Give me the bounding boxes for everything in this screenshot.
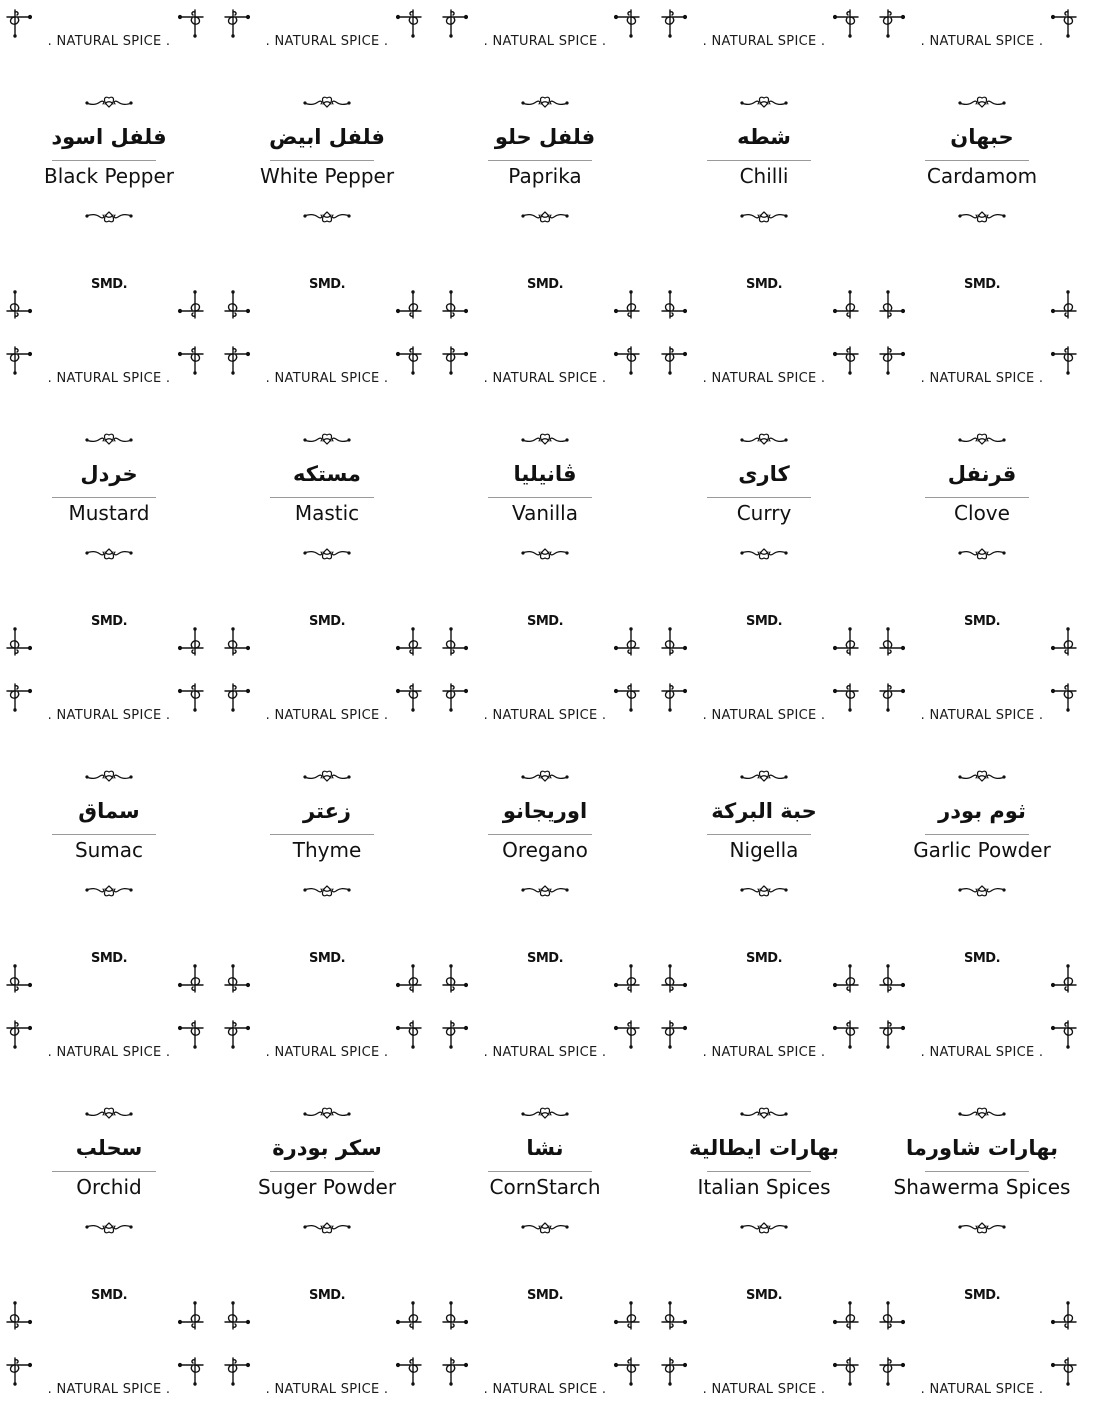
flourish-divider-bottom xyxy=(957,547,1007,563)
spice-label xyxy=(0,1011,218,1348)
flourish-divider-top xyxy=(302,1104,352,1120)
name-divider-line xyxy=(925,497,1029,498)
spice-name-english: Black Pepper xyxy=(43,164,175,188)
spice-label xyxy=(873,0,1091,337)
brand-tagline: . NATURAL SPICE . xyxy=(265,371,389,386)
name-divider-line xyxy=(488,160,592,161)
corner-ornament-bottom-left xyxy=(6,290,32,320)
brand-tagline: . NATURAL SPICE . xyxy=(47,708,171,723)
flourish-divider-bottom xyxy=(302,884,352,900)
spice-label xyxy=(218,337,436,674)
name-divider-line xyxy=(707,160,811,161)
spice-name-arabic: فلفل حلو xyxy=(494,125,596,149)
spice-name-arabic: كارى xyxy=(738,462,790,486)
flourish-divider-bottom xyxy=(739,1221,789,1237)
name-divider-line xyxy=(488,497,592,498)
brand-tagline: . NATURAL SPICE . xyxy=(702,1382,826,1397)
flourish-divider-top xyxy=(84,767,134,783)
flourish-divider-top xyxy=(520,767,570,783)
corner-ornament-bottom-left xyxy=(879,290,905,320)
spice-name-arabic: شطه xyxy=(737,125,791,149)
name-divider-line xyxy=(925,160,1029,161)
spice-label xyxy=(655,674,873,1011)
spice-name-arabic: فلفل ابيض xyxy=(269,125,385,149)
spice-label-partial xyxy=(655,1348,873,1422)
spice-name-arabic: حبهان xyxy=(950,125,1014,149)
corner-ornament-bottom-left xyxy=(661,1301,687,1331)
name-divider-line xyxy=(270,834,374,835)
spice-name-arabic: بهارات شاورما xyxy=(906,1136,1058,1160)
flourish-divider-top xyxy=(302,767,352,783)
flourish-divider-top xyxy=(302,93,352,109)
corner-ornament-bottom-right xyxy=(614,627,640,657)
spice-label xyxy=(873,337,1091,674)
corner-ornament-bottom-left xyxy=(224,964,250,994)
brand-mark: SMD. xyxy=(963,614,1001,629)
corner-ornament-bottom-left xyxy=(6,964,32,994)
corner-ornament-bottom-right xyxy=(833,964,859,994)
spice-name-english: Cardamom xyxy=(926,164,1038,188)
brand-tagline: . NATURAL SPICE . xyxy=(265,1045,389,1060)
brand-tagline: . NATURAL SPICE . xyxy=(702,708,826,723)
brand-mark: SMD. xyxy=(526,614,564,629)
brand-mark: SMD. xyxy=(745,1288,783,1303)
spice-name-arabic: بهارات ايطالية xyxy=(689,1136,839,1160)
flourish-divider-bottom xyxy=(739,547,789,563)
corner-ornament-bottom-left xyxy=(879,964,905,994)
brand-mark: SMD. xyxy=(963,277,1001,292)
spice-name-arabic: نشا xyxy=(526,1136,564,1160)
spice-name-english: Shawerma Spices xyxy=(893,1175,1071,1199)
flourish-divider-bottom xyxy=(520,210,570,226)
brand-mark: SMD. xyxy=(745,277,783,292)
corner-ornament-bottom-left xyxy=(661,290,687,320)
flourish-divider-bottom xyxy=(520,547,570,563)
flourish-divider-top xyxy=(520,93,570,109)
corner-ornament-bottom-right xyxy=(833,627,859,657)
corner-ornament-bottom-right xyxy=(1051,290,1077,320)
flourish-divider-top xyxy=(739,1104,789,1120)
brand-tagline: . NATURAL SPICE . xyxy=(47,1045,171,1060)
spice-name-english: Sumac xyxy=(74,838,144,862)
brand-mark: SMD. xyxy=(963,951,1001,966)
flourish-divider-top xyxy=(739,430,789,446)
flourish-divider-top xyxy=(84,93,134,109)
spice-label-partial xyxy=(218,1348,436,1422)
flourish-divider-bottom xyxy=(739,210,789,226)
spice-label xyxy=(436,674,654,1011)
flourish-divider-bottom xyxy=(520,884,570,900)
spice-label xyxy=(655,0,873,337)
brand-tagline: . NATURAL SPICE . xyxy=(265,34,389,49)
flourish-divider-top xyxy=(957,1104,1007,1120)
corner-ornament-bottom-right xyxy=(396,1301,422,1331)
corner-ornament-bottom-left xyxy=(6,627,32,657)
brand-mark: SMD. xyxy=(90,1288,128,1303)
name-divider-line xyxy=(707,834,811,835)
brand-mark: SMD. xyxy=(90,277,128,292)
flourish-divider-bottom xyxy=(302,1221,352,1237)
brand-tagline: . NATURAL SPICE . xyxy=(483,708,607,723)
spice-name-english: Italian Spices xyxy=(697,1175,831,1199)
spice-name-arabic: حبة البركة xyxy=(711,799,817,823)
brand-mark: SMD. xyxy=(963,1288,1001,1303)
brand-mark: SMD. xyxy=(745,951,783,966)
flourish-divider-bottom xyxy=(84,884,134,900)
brand-tagline: . NATURAL SPICE . xyxy=(483,1045,607,1060)
name-divider-line xyxy=(52,497,156,498)
corner-ornament-bottom-left xyxy=(442,1301,468,1331)
spice-label xyxy=(0,0,218,337)
name-divider-line xyxy=(52,1171,156,1172)
corner-ornament-bottom-left xyxy=(6,1301,32,1331)
spice-label xyxy=(655,1011,873,1348)
brand-tagline: . NATURAL SPICE . xyxy=(920,1045,1044,1060)
brand-tagline: . NATURAL SPICE . xyxy=(265,1382,389,1397)
corner-ornament-bottom-right xyxy=(396,964,422,994)
spice-name-arabic: سكر بودرة xyxy=(272,1136,382,1160)
spice-name-english: Paprika xyxy=(508,164,582,188)
flourish-divider-top xyxy=(739,93,789,109)
name-divider-line xyxy=(270,497,374,498)
brand-mark: SMD. xyxy=(308,1288,346,1303)
spice-label-partial xyxy=(873,1348,1091,1422)
name-divider-line xyxy=(270,1171,374,1172)
flourish-divider-bottom xyxy=(520,1221,570,1237)
brand-tagline: . NATURAL SPICE . xyxy=(920,34,1044,49)
name-divider-line xyxy=(488,834,592,835)
flourish-divider-bottom xyxy=(739,884,789,900)
corner-ornament-bottom-right xyxy=(1051,1301,1077,1331)
brand-mark: SMD. xyxy=(308,951,346,966)
name-divider-line xyxy=(925,1171,1029,1172)
flourish-divider-bottom xyxy=(957,1221,1007,1237)
brand-mark: SMD. xyxy=(526,1288,564,1303)
corner-ornament-bottom-left xyxy=(442,964,468,994)
spice-name-arabic: خردل xyxy=(80,462,138,486)
brand-tagline: . NATURAL SPICE . xyxy=(702,34,826,49)
name-divider-line xyxy=(270,160,374,161)
flourish-divider-top xyxy=(520,430,570,446)
flourish-divider-bottom xyxy=(302,210,352,226)
brand-tagline: . NATURAL SPICE . xyxy=(483,371,607,386)
corner-ornament-bottom-left xyxy=(442,627,468,657)
brand-tagline: . NATURAL SPICE . xyxy=(483,1382,607,1397)
brand-mark: SMD. xyxy=(90,951,128,966)
corner-ornament-bottom-right xyxy=(178,290,204,320)
spice-name-english: Mastic xyxy=(294,501,360,525)
flourish-divider-bottom xyxy=(957,884,1007,900)
spice-name-arabic: ڤانيليا xyxy=(513,462,577,486)
spice-name-english: Chilli xyxy=(739,164,789,188)
spice-label xyxy=(436,0,654,337)
spice-label xyxy=(218,0,436,337)
spice-name-english: Vanilla xyxy=(512,501,578,525)
corner-ornament-bottom-right xyxy=(1051,964,1077,994)
spice-name-arabic: ثوم بودر xyxy=(938,799,1026,823)
spice-label xyxy=(873,1011,1091,1348)
brand-tagline: . NATURAL SPICE . xyxy=(702,1045,826,1060)
spice-name-english: Curry xyxy=(736,501,792,525)
spice-name-english: Garlic Powder xyxy=(913,838,1051,862)
brand-mark: SMD. xyxy=(526,277,564,292)
spice-label xyxy=(218,1011,436,1348)
flourish-divider-top xyxy=(957,93,1007,109)
corner-ornament-bottom-left xyxy=(224,290,250,320)
corner-ornament-bottom-left xyxy=(661,627,687,657)
spice-name-english: Orchid xyxy=(76,1175,142,1199)
spice-label xyxy=(218,674,436,1011)
spice-label xyxy=(873,674,1091,1011)
name-divider-line xyxy=(925,834,1029,835)
brand-tagline: . NATURAL SPICE . xyxy=(920,371,1044,386)
spice-name-english: Suger Powder xyxy=(257,1175,397,1199)
corner-ornament-bottom-right xyxy=(396,290,422,320)
brand-tagline: . NATURAL SPICE . xyxy=(265,708,389,723)
name-divider-line xyxy=(707,497,811,498)
flourish-divider-top xyxy=(84,1104,134,1120)
flourish-divider-bottom xyxy=(84,1221,134,1237)
brand-mark: SMD. xyxy=(745,614,783,629)
brand-mark: SMD. xyxy=(90,614,128,629)
spice-name-english: Clove xyxy=(954,501,1010,525)
name-divider-line xyxy=(52,160,156,161)
corner-ornament-bottom-left xyxy=(879,627,905,657)
spice-name-arabic: سحلب xyxy=(75,1136,143,1160)
corner-ornament-bottom-left xyxy=(661,964,687,994)
spice-name-english: Nigella xyxy=(729,838,799,862)
name-divider-line xyxy=(707,1171,811,1172)
flourish-divider-bottom xyxy=(957,210,1007,226)
corner-ornament-bottom-right xyxy=(396,627,422,657)
corner-ornament-bottom-right xyxy=(178,1301,204,1331)
spice-name-arabic: سماق xyxy=(78,799,140,823)
corner-ornament-bottom-right xyxy=(178,627,204,657)
flourish-divider-bottom xyxy=(84,210,134,226)
corner-ornament-bottom-right xyxy=(833,1301,859,1331)
spice-name-arabic: زعتر xyxy=(302,799,352,823)
corner-ornament-bottom-right xyxy=(614,964,640,994)
spice-label-partial xyxy=(0,1348,218,1422)
flourish-divider-top xyxy=(957,767,1007,783)
flourish-divider-top xyxy=(520,1104,570,1120)
spice-name-english: Thyme xyxy=(292,838,362,862)
spice-name-english: Mustard xyxy=(68,501,150,525)
flourish-divider-top xyxy=(739,767,789,783)
corner-ornament-bottom-left xyxy=(879,1301,905,1331)
corner-ornament-bottom-right xyxy=(178,964,204,994)
corner-ornament-bottom-right xyxy=(614,290,640,320)
flourish-divider-top xyxy=(957,430,1007,446)
name-divider-line xyxy=(488,1171,592,1172)
spice-name-arabic: مستكه xyxy=(293,462,361,486)
spice-label-partial xyxy=(436,1348,654,1422)
spice-name-arabic: فلفل اسود xyxy=(51,125,167,149)
flourish-divider-bottom xyxy=(84,547,134,563)
corner-ornament-bottom-left xyxy=(442,290,468,320)
brand-mark: SMD. xyxy=(308,277,346,292)
brand-mark: SMD. xyxy=(526,951,564,966)
brand-tagline: . NATURAL SPICE . xyxy=(702,371,826,386)
corner-ornament-bottom-right xyxy=(833,290,859,320)
spice-label xyxy=(436,337,654,674)
spice-name-arabic: اوريجانو xyxy=(502,799,588,823)
flourish-divider-bottom xyxy=(302,547,352,563)
spice-label xyxy=(0,337,218,674)
brand-mark: SMD. xyxy=(308,614,346,629)
brand-tagline: . NATURAL SPICE . xyxy=(920,708,1044,723)
corner-ornament-bottom-right xyxy=(614,1301,640,1331)
flourish-divider-top xyxy=(302,430,352,446)
brand-tagline: . NATURAL SPICE . xyxy=(47,371,171,386)
spice-name-arabic: قرنفل xyxy=(947,462,1017,486)
flourish-divider-top xyxy=(84,430,134,446)
brand-tagline: . NATURAL SPICE . xyxy=(47,1382,171,1397)
corner-ornament-bottom-left xyxy=(224,627,250,657)
spice-name-english: Oregano xyxy=(502,838,588,862)
brand-tagline: . NATURAL SPICE . xyxy=(483,34,607,49)
brand-tagline: . NATURAL SPICE . xyxy=(47,34,171,49)
spice-name-english: White Pepper xyxy=(259,164,395,188)
spice-label xyxy=(655,337,873,674)
corner-ornament-bottom-right xyxy=(1051,627,1077,657)
corner-ornament-bottom-left xyxy=(224,1301,250,1331)
spice-name-english: CornStarch xyxy=(489,1175,601,1199)
name-divider-line xyxy=(52,834,156,835)
brand-tagline: . NATURAL SPICE . xyxy=(920,1382,1044,1397)
spice-label xyxy=(436,1011,654,1348)
spice-label xyxy=(0,674,218,1011)
